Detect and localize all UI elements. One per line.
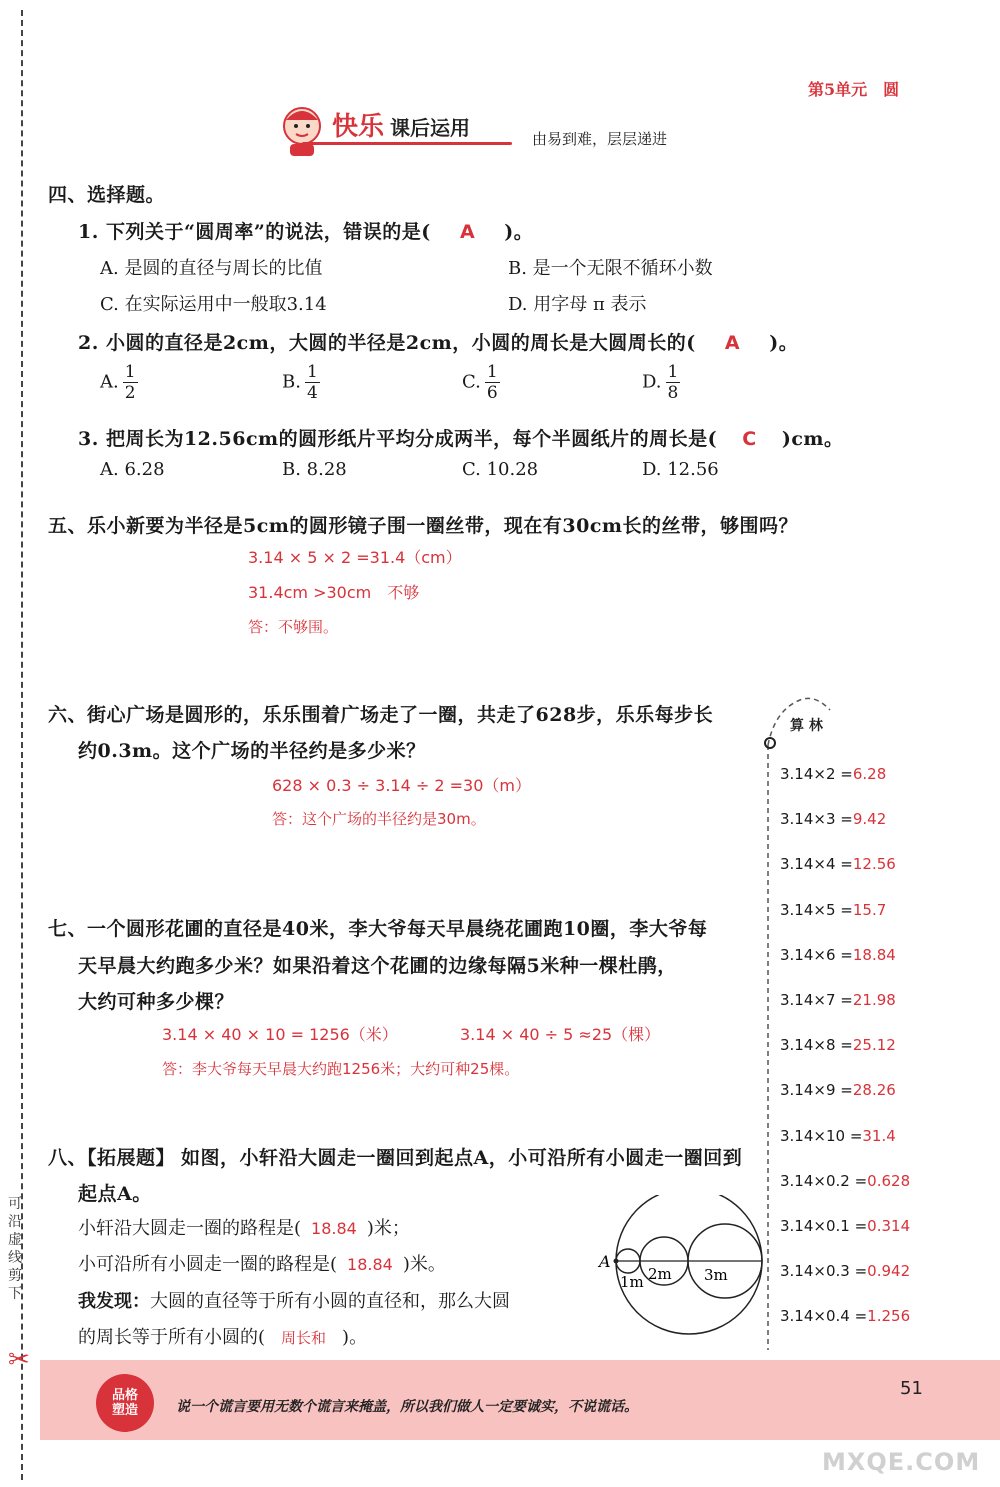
- calc-result: 18.84: [852, 945, 896, 964]
- section5-title: 五、乐小新要为半径是5cm的圆形镜子围一圈丝带，现在有30cm长的丝带，够围吗？: [48, 515, 799, 537]
- banner: [272, 100, 712, 160]
- circles-figure: [596, 1195, 766, 1345]
- section7-answer: 答：李大爷每天早晨大约跑1256米；大约可种25棵。: [162, 1060, 520, 1078]
- calc-result: 31.4: [862, 1126, 896, 1145]
- q3-end: )cm。: [781, 428, 844, 450]
- section6-line2: 答：这个广场的半径约是30m。: [272, 810, 486, 828]
- calc-result: 6.28: [852, 765, 887, 783]
- section7-calc2: 3.14 × 40 ÷ 5 ≈25（棵）: [460, 1025, 661, 1044]
- calc-item: [780, 1262, 910, 1307]
- section7-title-line1: 七、一个圆形花圃的直径是40米，李大爷每天早晨绕花圃跑10圈，李大爷每: [48, 918, 708, 940]
- section5-line2: 31.4cm >30cm 不够: [248, 583, 420, 602]
- q3-option-d: D. 12.56: [642, 459, 719, 480]
- calc-expr: 3.14×5 =: [780, 900, 853, 919]
- calc-result: 9.42: [852, 810, 887, 829]
- calc-result: 0.628: [867, 1171, 911, 1190]
- margin-text: 可沿虚线剪下: [8, 1196, 22, 1302]
- sidebar-title: 算 林: [790, 718, 823, 734]
- section5-line1: 3.14 × 5 × 2 =31.4（cm）: [248, 548, 462, 567]
- label-2m: 2m: [648, 1265, 672, 1283]
- calc-result: 25.12: [852, 1036, 896, 1055]
- q1-text: 1. 下列关于“圆周率”的说法，错误的是(: [78, 221, 431, 243]
- calc-item: [780, 1127, 910, 1172]
- q2-text: 2. 小圆的直径是2cm，大圆的半径是2cm，小圆的周长是大圆周长的(: [78, 332, 696, 354]
- footer-badge: 品格塑造: [96, 1374, 154, 1432]
- calc-expr: 3.14×0.1 =: [780, 1216, 868, 1235]
- calc-item: [780, 855, 910, 900]
- section8-line2: 小可沿所有小圆走一圈的路程是( 18.84 )米。: [78, 1254, 446, 1275]
- q1-option-a: A. 是圆的直径与周长的比值: [100, 258, 323, 279]
- calc-result: 0.314: [867, 1216, 911, 1235]
- section5-line3: 答：不够围。: [248, 618, 339, 636]
- calc-expr: 3.14×0.2 =: [780, 1171, 868, 1190]
- section6-title-line1: 六、街心广场是圆形的，乐乐围着广场走了一圈，共走了628步，乐乐每步长: [48, 704, 714, 726]
- banner-title-red: 快乐: [332, 112, 385, 142]
- calc-item: [780, 1307, 910, 1352]
- calc-item: [780, 946, 910, 991]
- section7-title-line3: 大约可种多少棵？: [78, 991, 235, 1013]
- banner-title-black: 课后运用: [390, 116, 470, 140]
- calc-item: [780, 991, 910, 1036]
- calc-expr: 3.14×7 =: [780, 990, 853, 1009]
- calc-expr: 3.14×0.3 =: [780, 1262, 868, 1281]
- q2-end: )。: [769, 332, 799, 354]
- point-a-label: A: [599, 1252, 611, 1271]
- q2: [78, 328, 798, 355]
- section7-title-line2: 天早晨大约跑多少米？如果沿着这个花圃的边缘每隔5米种一棵杜鹃，: [78, 955, 677, 977]
- q3-text: 3. 把周长为12.56cm的圆形纸片平均分成两半，每个半圆纸片的周长是(: [78, 428, 718, 450]
- unit-label: 第5单元 圆: [808, 80, 900, 99]
- big-circle: [616, 1195, 762, 1334]
- label-3m: 3m: [704, 1266, 728, 1284]
- kid-mascot-icon: [272, 100, 332, 158]
- q1-option-c: C. 在实际运用中一般取3.14: [100, 294, 327, 315]
- q2-option-d: D. $\frac{1}{8}$: [642, 362, 679, 403]
- expansion-tag: 【拓展题】: [87, 1147, 176, 1169]
- calc-item: [780, 765, 910, 810]
- section8-title: 八、【拓展题】 如图，小轩沿大圆走一圈回到起点A，小可沿所有小圆走一圈回到: [48, 1147, 743, 1169]
- section8-discover-line2: 的周长等于所有小圆的( 周长和 )。: [78, 1327, 368, 1348]
- calc-expr: 3.14×2 =: [780, 765, 853, 783]
- q2-answer: A: [724, 332, 741, 354]
- q2-option-b: B. $\frac{1}{4}$: [282, 362, 318, 403]
- calc-expr: 3.14×4 =: [780, 855, 853, 874]
- calc-expr: 3.14×10 =: [780, 1126, 863, 1145]
- q1-answer: A: [459, 221, 476, 243]
- calc-item: [780, 1036, 910, 1081]
- footer-quote: 说一个谎言要用无数个谎言来掩盖，所以我们做人一定要诚实，不说谎话。: [176, 1399, 638, 1415]
- calc-result: 1.256: [867, 1307, 911, 1326]
- section8-discover: 我发现：大圆的直径等于所有小圆的直径和，那么大圆: [78, 1291, 510, 1312]
- section6-title-line2: 约0.3m。这个广场的半径约是多少米？: [78, 740, 426, 762]
- q3-option-c: C. 10.28: [462, 459, 539, 480]
- section4-title: 四、选择题。: [48, 184, 166, 206]
- calc-expr: 3.14×6 =: [780, 945, 853, 964]
- q3-answer: C: [742, 428, 757, 450]
- q1: [78, 217, 533, 244]
- label-1m: 1m: [620, 1273, 644, 1291]
- calc-item: [780, 810, 910, 855]
- q1-end: )。: [504, 221, 534, 243]
- calc-result: 0.942: [867, 1262, 911, 1281]
- section6-line1: 628 × 0.3 ÷ 3.14 ÷ 2 =30（m）: [272, 776, 531, 795]
- calc-result: 21.98: [852, 990, 896, 1009]
- calc-result: 28.26: [852, 1081, 896, 1100]
- calc-item: [780, 901, 910, 946]
- calc-sidebar-list: [780, 765, 910, 1352]
- calc-expr: 3.14×0.4 =: [780, 1307, 868, 1326]
- banner-subtitle: 由易到难，层层递进: [532, 130, 668, 148]
- section7-calc1: 3.14 × 40 × 10 = 1256（米）: [162, 1025, 398, 1044]
- q2-option-a: A. $\frac{1}{2}$: [100, 362, 136, 403]
- page-number: 51: [900, 1378, 923, 1399]
- scissors-icon: ✂: [8, 1345, 30, 1375]
- calc-result: 15.7: [852, 900, 887, 919]
- banner-underline: [302, 142, 512, 145]
- section8-line1: 小轩沿大圆走一圈的路程是( 18.84 )米；: [78, 1218, 410, 1239]
- q3-option-a: A. 6.28: [100, 459, 165, 480]
- watermark: MXQE.COM: [822, 1448, 981, 1476]
- q2-option-c: C. $\frac{1}{6}$: [462, 362, 498, 403]
- q1-option-d: D. 用字母 π 表示: [508, 294, 647, 315]
- calc-result: 12.56: [852, 855, 896, 874]
- q3-option-b: B. 8.28: [282, 459, 347, 480]
- calc-expr: 3.14×9 =: [780, 1081, 853, 1100]
- q3: [78, 424, 844, 451]
- calc-item: [780, 1172, 910, 1217]
- calc-expr: 3.14×3 =: [780, 810, 853, 829]
- calc-item: [780, 1217, 910, 1262]
- q1-option-b: B. 是一个无限不循环小数: [508, 258, 713, 279]
- calc-expr: 3.14×8 =: [780, 1036, 853, 1055]
- section8-title-line2: 起点A。: [78, 1183, 152, 1205]
- calc-item: [780, 1081, 910, 1126]
